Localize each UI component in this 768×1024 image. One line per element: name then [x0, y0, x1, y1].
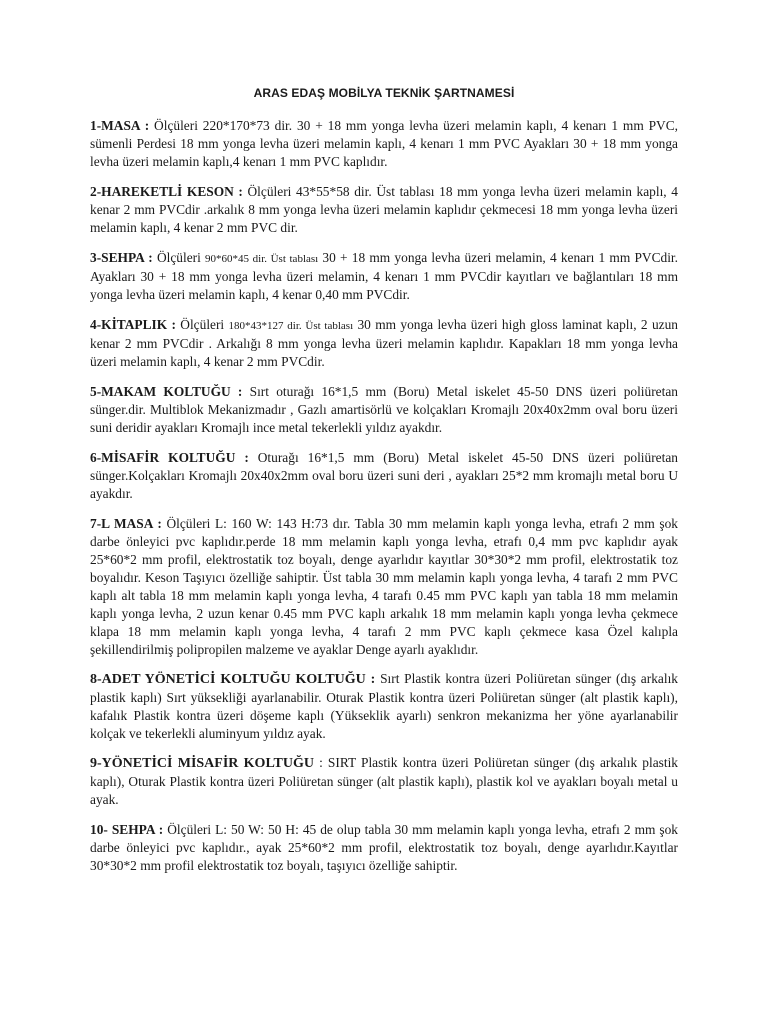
item-text: 30 + 18 mm yonga levha üzeri melamin, 4 kenarı 1 mm PVCdir. Ayakları 30 + 18 mm yonga levha üzeri melamin, 4 kenarı 1 mm PVCdir kayıtları ve bağlantıları 18 mm yonga levha üzeri melamin kaplı, 4 kenar 0,40 mm PVCdir.	[90, 250, 678, 302]
spec-item-sehpa-10	[90, 821, 678, 875]
item-heading: 4-KİTAPLIK :	[90, 317, 176, 332]
item-heading: 10- SEHPA :	[90, 822, 164, 837]
item-heading: 3-SEHPA :	[90, 250, 153, 265]
spec-item-yonetici-misafir-koltugu	[90, 754, 678, 809]
document-page	[90, 0, 678, 875]
spec-item-makam-koltugu	[90, 383, 678, 437]
item-heading: 2-HAREKETLİ KESON :	[90, 184, 243, 199]
item-text: Ölçüleri	[152, 250, 206, 265]
item-text-small: 90*60*45 dir. Üst tablası	[205, 253, 319, 265]
item-text: Ölçüleri	[175, 317, 229, 332]
item-text-small: 180*43*127 dir. Üst tablası	[228, 320, 354, 332]
item-heading: 9-YÖNETİCİ MİSAFİR KOLTUĞU	[90, 756, 314, 771]
item-heading: 5-MAKAM KOLTUĞU :	[90, 384, 243, 399]
document-title: ARAS EDAŞ MOBİLYA TEKNİK ŞARTNAMESİ	[253, 86, 515, 100]
item-text: Ölçüleri L: 50 W: 50 H: 45 de olup tabla 30 mm melamin kaplı yonga levha, etrafı 2 mm şok darbe önleyici pvc kaplıdır., ayak 25*60*2 mm profil, elektrostatik toz boyalı, denge ayarlıdır.Kayıtlar 30*30*2 mm profil elektrostatik toz boyalı, taşıyıcı özelliğe sahiptir.	[90, 822, 679, 873]
item-heading: 6-MİSAFİR KOLTUĞU :	[90, 450, 249, 465]
item-heading: 1-MASA :	[90, 118, 150, 133]
spec-item-masa	[90, 117, 678, 171]
item-heading: 7-L MASA :	[90, 516, 162, 531]
item-text: Sırt oturağı 16*1,5 mm (Boru) Metal iskelet 45-50 DNS üzeri poliüretan sünger.dir. Multiblok Mekanizmadır , Gazlı amartisörlü ve kolçakları Kromajlı 20x40x2mm oval boru üzeri suni deridir ayakları Kromajlı ince metal tekerlekli yıldız ayakdır.	[90, 384, 678, 435]
item-text: : SIRT Plastik kontra üzeri Poliüretan sünger (dış arkalık plastik kaplı), Oturak Plastik kontra üzeri Poliüretan sünger (alt plastik kaplı), plastik kol ve ayakları boyalı metal u ayak.	[90, 755, 678, 807]
spec-item-kitaplik	[90, 316, 678, 371]
spec-item-l-masa	[90, 515, 678, 659]
item-text: Sırt Plastik kontra üzeri Poliüretan sünger (dış arkalık plastik kaplı) Sırt yüksekliği ayarlanabilir. Oturak Plastik kontra üzeri Poliüretan sünger (alt plastik kaplı), kafalık Plastik kontra üzeri döşeme kaplı (Yükseklik ayarlı) senkron mekanizma her yöne ayarlanabilir kolçak ve tekerlekli aluminyum yıldız ayak.	[90, 671, 678, 741]
item-text: Oturağı 16*1,5 mm (Boru) Metal iskelet 45-50 DNS üzeri poliüretan sünger.Kolçakları Kromajlı 20x40x2mm oval boru üzeri suni deri , ayakları 25*2 mm kromajlı metal boru U ayakdır.	[90, 450, 678, 501]
item-heading: 8-ADET YÖNETİCİ KOLTUĞU KOLTUĞU :	[90, 672, 376, 687]
item-text: 30 mm yonga levha üzeri high gloss laminat kaplı, 2 uzun kenar 2 mm PVCdir . Arkalığı 8 mm yonga levha üzeri melamin kaplıdır. Kapakları 18 mm yonga levha üzeri melamin kaplı, 4 kenar 2 mm PVCdir.	[90, 317, 678, 369]
item-text: Ölçüleri 43*55*58 dir. Üst tablası 18 mm yonga levha üzeri melamin kaplı, 4 kenar 2 mm PVCdir .arkalık 8 mm yonga levha üzeri melamin kaplıdır çekmecesi 18 mm yonga levha üzeri melamin kaplı, 4 kenar 2 mm PVC dir.	[90, 184, 678, 235]
spec-item-sehpa	[90, 249, 678, 304]
spec-item-misafir-koltugu	[90, 449, 678, 503]
spec-item-hareketli-keson	[90, 183, 678, 237]
spec-item-yonetici-koltugu	[90, 670, 678, 743]
item-text: Ölçüleri 220*170*73 dir. 30 + 18 mm yonga levha üzeri melamin kaplı, 4 kenarı 1 mm PVC, sümenli Perdesi 18 mm yonga levha üzeri melamin kaplı, 4 kenarı 1 mm PVC Ayakları 30 + 18 mm yonga levha üzeri melamin kaplı,4 kenarı 1 mm PVC kaplıdır.	[90, 118, 679, 169]
item-text: Ölçüleri L: 160 W: 143 H:73 dır. Tabla 30 mm melamin kaplı yonga levha, etrafı 2 mm şok darbe önleyici pvc kaplıdır.perde 18 mm melamin kaplı yonga levha, etrafı 0,4 mm pvc kaplıdır ayak 25*60*2 mm profil, elektrostatik toz boyalı, denge ayarlıdır kayıtlar 30*30*2 mm profil, elektrostatik toz boyalıdır. Keson Taşıyıcı özelliğe sahiptir. Üst tabla 30 mm melamin kaplı yonga levha, 4 tarafı 2 mm PVC kaplı alt tabla 18 mm melamin kaplı yonga levha, 4 tarafı 0.45 mm PVC kaplı yan tabla 18 mm melamin kaplı yonga levha, 2 uzun kenar 0.45 mm PVC kaplı arkalık 18 mm melamin kaplı yonga levha çekmece klapa 18 mm melamin kaplı yonga levha, 4 tarafı 2 mm PVC kaplı çekmece kasa Özel kalıpla şekillendirilmiş polipropilen malzeme ve ayaklar Denge ayarlı ayaklıdır.	[90, 516, 678, 657]
